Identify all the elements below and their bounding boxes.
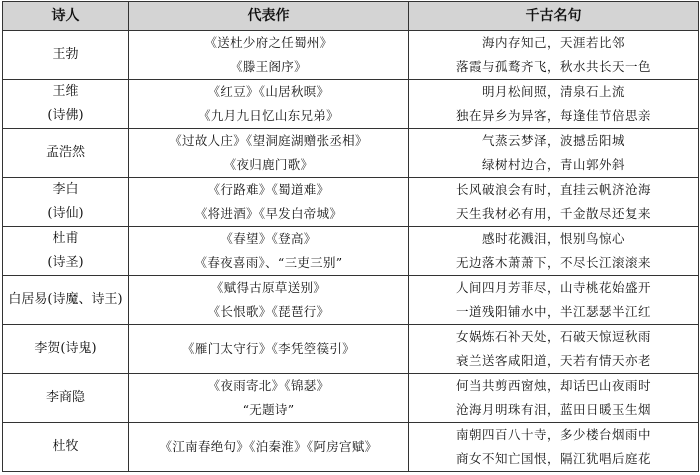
poet-name: 杜甫	[52, 231, 79, 246]
work-line: “无题诗”	[242, 402, 295, 417]
poet-cell	[3, 80, 129, 129]
table-row	[3, 129, 699, 178]
famous-line: 气蒸云梦泽，波撼岳阳城	[481, 133, 625, 148]
work-line: 《过故人庄》《望洞庭湖赠张丞相》	[169, 133, 368, 148]
poets-table	[2, 1, 699, 472]
poet-cell	[3, 325, 129, 374]
famous-line: 南朝四百八十寺，多少楼台烟雨中	[455, 427, 651, 442]
table-row	[3, 374, 699, 423]
header-poet: 诗人	[3, 2, 129, 31]
works-cell	[129, 129, 409, 178]
famous-line: 长风破浪会有时，直挂云帆济沧海	[455, 182, 651, 197]
famous-line: 绿树村边合，青山郭外斜	[481, 157, 625, 172]
work-line: 《将进酒》《早发白帝城》	[194, 206, 343, 221]
table-row	[3, 31, 699, 80]
famous-line: 海内存知己，天涯若比邻	[481, 35, 625, 50]
works-cell	[129, 423, 409, 472]
poet-cell	[3, 227, 129, 276]
poet-title: (诗佛)	[47, 108, 84, 123]
famous-line: 沧海月明珠有泪，蓝田日暖玉生烟	[455, 402, 651, 417]
famous-line: 感时花溅泪，恨别鸟惊心	[481, 231, 625, 246]
lines-cell	[409, 178, 699, 227]
work-line: 《九月九日忆山东兄弟》	[198, 108, 339, 123]
lines-cell	[409, 129, 699, 178]
poet-cell	[3, 423, 129, 472]
poet-name: 王维	[52, 84, 79, 99]
poet-name: 王勃	[52, 47, 79, 62]
poet-cell	[3, 276, 129, 325]
famous-line: 天生我材必有用，千金散尽还复来	[455, 206, 651, 221]
works-cell	[129, 178, 409, 227]
header-row	[3, 2, 699, 31]
work-line: 《春望》《登高》	[220, 231, 317, 246]
poet-name: 李商隐	[45, 390, 85, 405]
table-row	[3, 276, 699, 325]
poet-cell	[3, 129, 129, 178]
table-row	[3, 227, 699, 276]
poet-cell	[3, 31, 129, 80]
work-line: 《送杜少府之任蜀州》	[204, 35, 333, 50]
work-line: 《春夜喜雨》、“三吏三别”	[194, 255, 343, 270]
table-row	[3, 423, 699, 472]
work-line: 《行路难》《蜀道难》	[207, 182, 330, 197]
poet-title: (诗仙)	[47, 206, 84, 221]
lines-cell	[409, 423, 699, 472]
works-cell	[129, 276, 409, 325]
poet-title: (诗圣)	[47, 255, 84, 270]
table-row	[3, 80, 699, 129]
header-works: 代表作	[129, 2, 409, 31]
poet-name: 李白	[52, 182, 79, 197]
lines-cell	[409, 276, 699, 325]
works-cell	[129, 325, 409, 374]
lines-cell	[409, 80, 699, 129]
famous-line: 无边落木萧萧下，不尽长江滚滚来	[455, 255, 651, 270]
table-row	[3, 178, 699, 227]
lines-cell	[409, 374, 699, 423]
famous-line: 衰兰送客咸阳道，天若有情天亦老	[455, 353, 651, 368]
famous-line: 一道残阳铺水中，半江瑟瑟半江红	[455, 304, 651, 319]
table-row	[3, 325, 699, 374]
work-line: 《夜雨寄北》《锦瑟》	[207, 378, 330, 393]
famous-line: 何当共剪西窗烛，却话巴山夜雨时	[455, 378, 651, 393]
lines-cell	[409, 227, 699, 276]
poet-name: 白居易(诗魔、诗王)	[8, 292, 123, 307]
work-line: 《夜归鹿门歌》	[223, 157, 314, 172]
lines-cell	[409, 325, 699, 374]
famous-line: 商女不知亡国恨，隔江犹唱后庭花	[455, 451, 651, 466]
poet-name: 李贺(诗鬼)	[34, 341, 97, 356]
poet-name: 杜牧	[52, 439, 79, 454]
famous-line: 人间四月芳菲尽，山寺桃花始盛开	[455, 280, 651, 295]
famous-line: 独在异乡为异客，每逢佳节倍思亲	[455, 108, 651, 123]
works-cell	[129, 31, 409, 80]
poet-name: 孟浩然	[45, 145, 85, 160]
work-line: 《长恨歌》《琵琶行》	[207, 304, 330, 319]
work-line: 《滕王阁序》	[230, 59, 307, 74]
works-cell	[129, 80, 409, 129]
poet-cell	[3, 374, 129, 423]
header-famous-lines: 千古名句	[409, 2, 699, 31]
work-line: 《江南春绝句》《泊秦淮》《阿房宫赋》	[159, 439, 378, 454]
famous-line: 落霞与孤鹜齐飞，秋水共长天一色	[455, 59, 651, 74]
work-line: 《赋得古原草送别》	[210, 280, 327, 295]
famous-line: 女娲炼石补天处，石破天惊逗秋雨	[455, 329, 651, 344]
lines-cell	[409, 31, 699, 80]
work-line: 《雁门太守行》《李凭箜篌引》	[182, 341, 355, 356]
poet-cell	[3, 178, 129, 227]
work-line: 《红豆》《山居秋暝》	[207, 84, 330, 99]
works-cell	[129, 227, 409, 276]
famous-line: 明月松间照，清泉石上流	[481, 84, 625, 99]
works-cell	[129, 374, 409, 423]
